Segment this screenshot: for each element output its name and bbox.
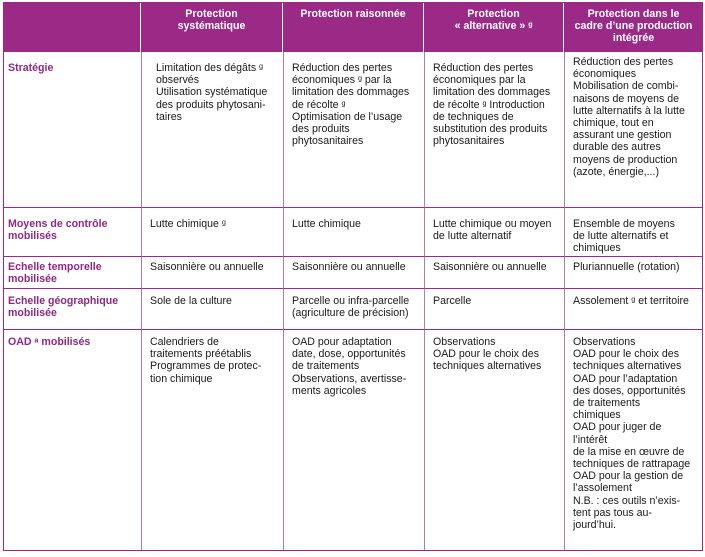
- row-label-oad: OAD ᵃ mobilisés: [3, 329, 141, 551]
- table-cell: Réduction des pertes économiques ᵍ par la limitation des dommages de récolte ᵍ Optimisation de l’usage des produits phytosanitaires: [283, 52, 424, 207]
- table-cell: Lutte chimique ᵍ: [141, 207, 283, 256]
- table-cell: Parcelle ou infra-parcelle (agriculture de précision): [283, 288, 424, 329]
- row-label-moyens: Moyens de contrôle mobilisés: [3, 207, 141, 256]
- comparison-table: [3, 2, 703, 551]
- header-protection-raisonnee: Protection raisonnée: [283, 2, 424, 52]
- table-cell: Ensemble de moyens de lutte alternatifs et chimiques: [564, 207, 703, 256]
- table-cell: Lutte chimique: [283, 207, 424, 256]
- header-protection-systematique: Protection systématique: [141, 2, 283, 52]
- table-cell: Réduction des pertes économiques Mobilisation de combi- naisons de moyens de lutte alternatifs à la lutte chimique, tout en assurant une gestion durable des autres moyens de production (azote, énergie,...): [564, 52, 703, 207]
- row-label-strategie: Stratégie: [8, 62, 54, 74]
- table-header-corner: [3, 2, 141, 52]
- table-cell: Parcelle: [424, 288, 564, 329]
- table-cell: Observations OAD pour le choix des techniques alternatives: [424, 329, 564, 551]
- table-cell: Assolement ᵍ et territoire: [564, 288, 703, 329]
- table-cell: Saisonnière ou annuelle: [424, 256, 564, 288]
- table-cell: Pluriannuelle (rotation): [564, 256, 703, 288]
- header-production-integree: Protection dans le cadre d’une production intégrée: [564, 2, 703, 52]
- table-cell: Calendriers de traitements préétablis Programmes de protec- tion chimique: [141, 329, 283, 551]
- table-cell: Sole de la culture: [141, 288, 283, 329]
- header-protection-alternative: Protection « alternative » ᵍ: [424, 2, 564, 52]
- row-label-echelle-geographique: Echelle géographique mobilisée: [3, 288, 141, 329]
- table-cell: Observations OAD pour le choix des techniques alternatives OAD pour l’adaptation des doses, opportunités de traitements chimiques OAD pour juger de l’intérêt de la mise en œuvre de techniques de rattrapage OAD pour la gestion de l’assolement N.B. : ces outils n’exis- tent pas tous au- jourd’hui.: [564, 329, 703, 551]
- table-cell: OAD pour adaptation date, dose, opportunités de traitements Observations, avertisse- ments agricoles: [283, 329, 424, 551]
- table-cell: Saisonnière ou annuelle: [283, 256, 424, 288]
- table-cell: Limitation des dégâts ᵍ observés Utilisation systématique des produits phytosani- taires: [141, 52, 283, 207]
- row-label-echelle-temporelle: Echelle temporelle mobilisée: [3, 256, 141, 288]
- table-cell: Lutte chimique ou moyen de lutte alternatif: [424, 207, 564, 256]
- table-cell: Saisonnière ou annuelle: [141, 256, 283, 288]
- table-cell: Réduction des pertes économiques par la limitation des dommages de récolte ᵍ Introduction de techniques de substitution des produits phytosanitaires: [424, 52, 564, 207]
